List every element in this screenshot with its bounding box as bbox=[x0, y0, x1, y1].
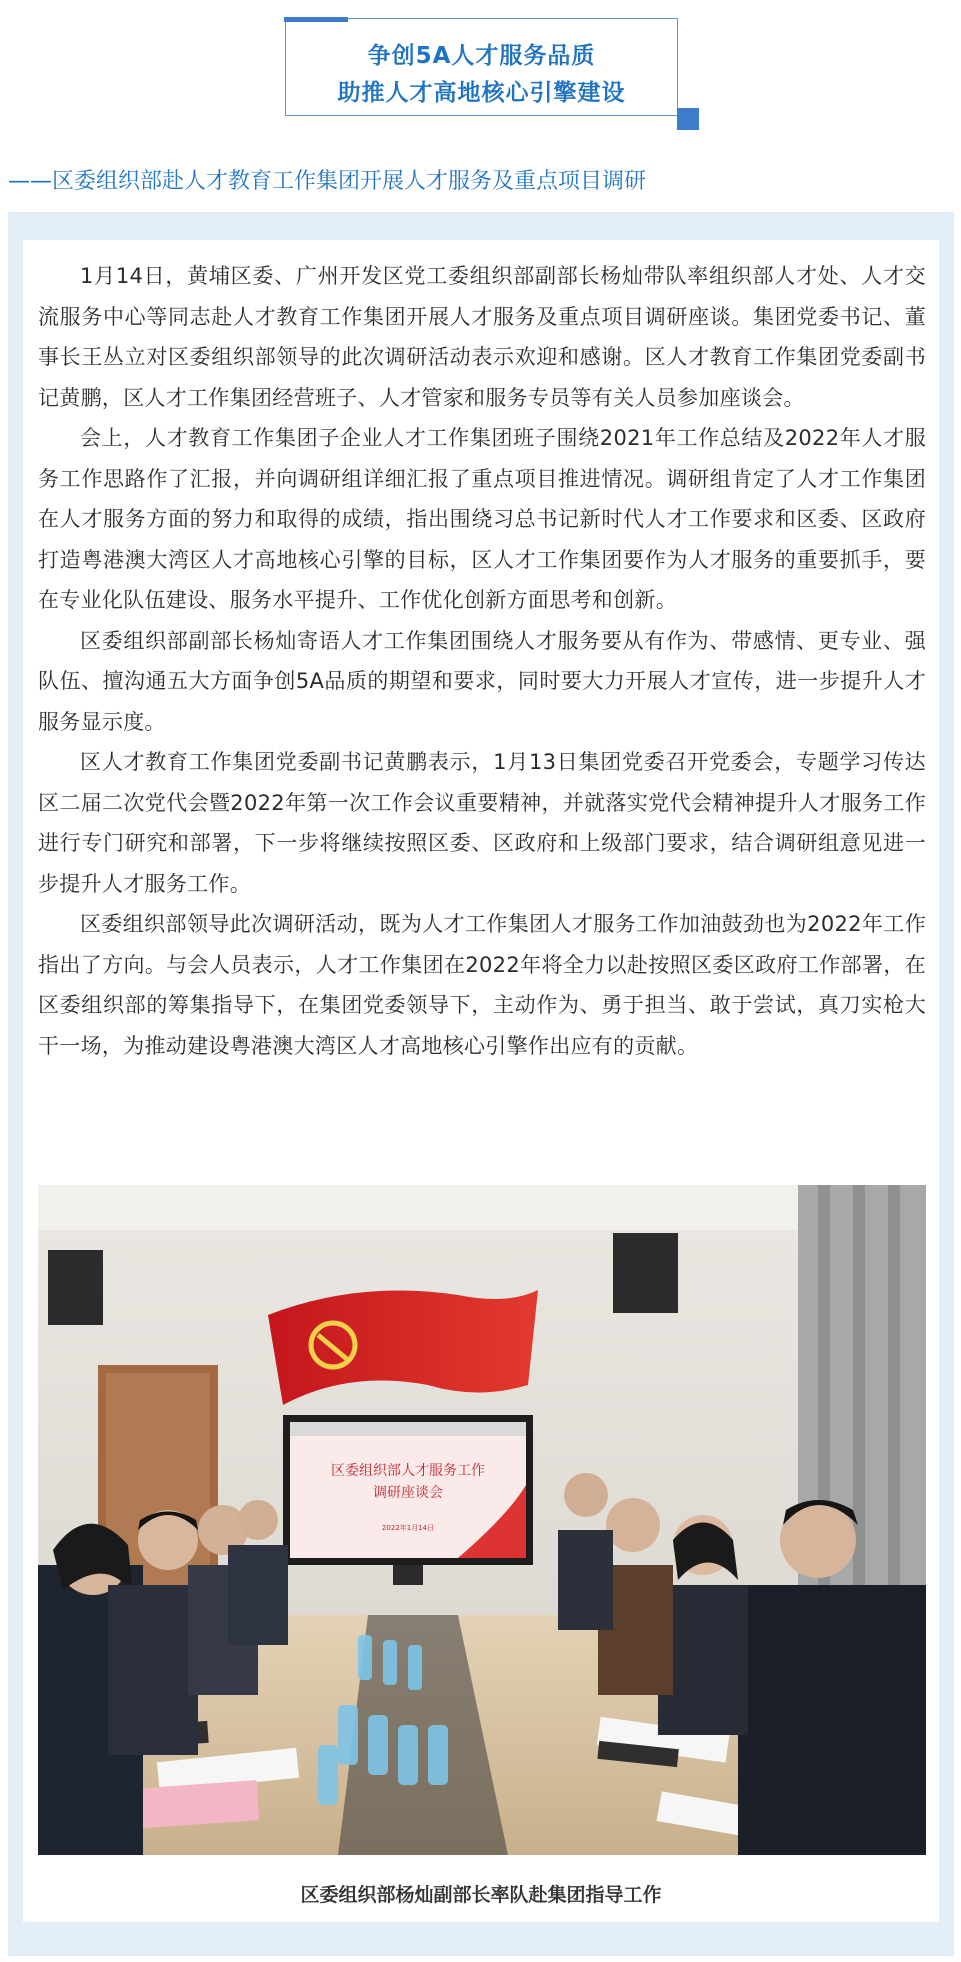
title-corner-square bbox=[677, 108, 699, 130]
paragraph-5: 区委组织部领导此次调研活动，既为人才工作集团人才服务工作加油鼓劲也为2022年工作指出了方向。与会人员表示，人才工作集团在2022年将全力以赴按照区委区政府工作部署，在区委组织部的筹集指导下，在集团党委领导下，主动作为、勇于担当、敢于尝试，真刀实枪大干一场，为推动建设粤港澳大湾区人才高地核心引擎作出应有的贡献。 bbox=[38, 912, 926, 1058]
paragraph-4: 区人才教育工作集团党委副书记黄鹏表示，1月13日集团党委召开党委会，专题学习传达区二届二次党代会暨2022年第一次工作会议重要精神，并就落实党代会精神提升人才服务工作进行专门研究和部署，下一步将继续按照区委、区政府和上级部门要求，结合调研组意见进一步提升人才服务工作。 bbox=[38, 750, 926, 896]
screen-title-line1: 区委组织部人才服务工作 bbox=[331, 1463, 485, 1479]
title-box bbox=[285, 18, 678, 116]
paragraph-3: 区委组织部副部长杨灿寄语人才工作集团围绕人才服务要从有作为、带感情、更专业、强队伍、擅沟通五大方面争创5A品质的期望和要求，同时要大力开展人才宣传，进一步提升人才服务显示度。 bbox=[38, 628, 926, 734]
paragraph-1: 1月14日，黄埔区委、广州开发区党工委组织部副部长杨灿带队率组织部人才处、人才交流服务中心等同志赴人才教育工作集团开展人才服务及重点项目调研座谈。集团党委书记、董事长王丛立对区委组织部领导的此次调研活动表示欢迎和感谢。区人才教育工作集团党委副书记黄鹏，区人才工作集团经营班子、人才管家和服务专员等有关人员参加座谈会。 bbox=[38, 264, 926, 410]
screen-title-line2: 调研座谈会 bbox=[373, 1485, 443, 1501]
article-body bbox=[38, 256, 926, 1066]
article-subtitle: ——区委组织部赴人才教育工作集团开展人才服务及重点项目调研 bbox=[8, 169, 647, 194]
content-panel bbox=[8, 212, 954, 1956]
screen-date: 2022年1月14日 bbox=[381, 1524, 435, 1532]
content-card bbox=[23, 240, 939, 1922]
meeting-photo-illustration bbox=[38, 1185, 926, 1855]
photo-caption: 区委组织部杨灿副部长率队赴集团指导工作 bbox=[300, 1884, 662, 1906]
title-line-2: 助推人才高地核心引擎建设 bbox=[337, 80, 626, 106]
paragraph-2: 会上，人才教育工作集团子企业人才工作集团班子围绕2021年工作总结及2022年人才服务工作思路作了汇报，并向调研组详细汇报了重点项目推进情况。调研组肯定了人才工作集团在人才服务方面的努力和取得的成绩，指出围绕习总书记新时代人才工作要求和区委、区政府打造粤港澳大湾区人才高地核心引擎的目标，区人才工作集团要作为人才服务的重要抓手，要在专业化队伍建设、服务水平提升、工作优化创新方面思考和创新。 bbox=[38, 426, 926, 612]
meeting-photo bbox=[38, 1185, 926, 1855]
title-line-1: 争创5A人才服务品质 bbox=[367, 43, 596, 69]
title-corner-accent bbox=[284, 17, 348, 22]
